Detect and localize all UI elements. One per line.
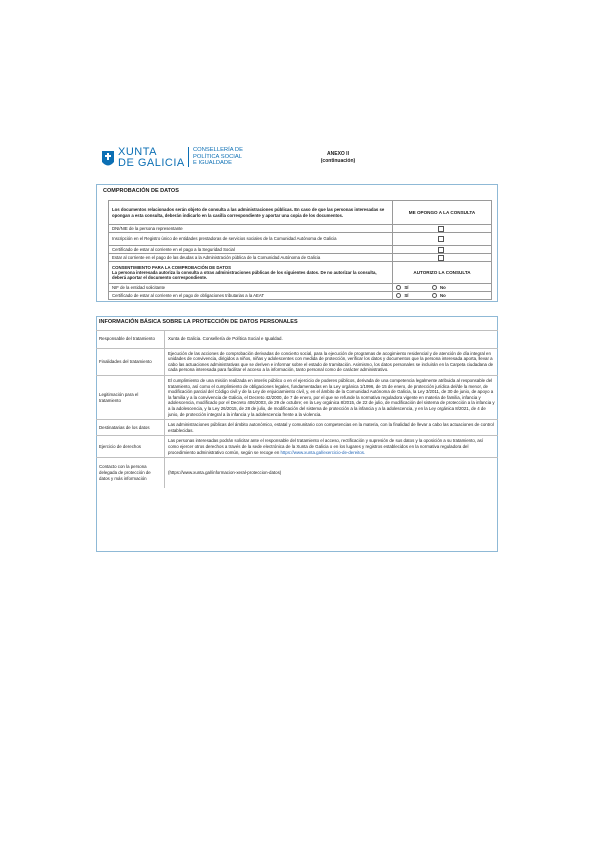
consent-title: CONSENTIMIENTO PARA LA COMPROBACIÓN DE DATOS <box>112 264 231 270</box>
section-title: COMPROBACIÓN DE DATOS <box>103 188 179 194</box>
row-text: Las personas interesadas podrán solicitar ante el responsable del tratamiento el acceso, rectificación y supresión de sus datos y la oposición a su tratamiento, así como ejercer otros derechos a través de la sede electrónica de la Xunta de Galicia o en los lugares y registros establecidos en la normativa reguladora del procedimiento administrativo común, según se recoge en https://www.xunta.gal/exercicio-de-dereitos. <box>165 436 499 458</box>
row-label: Legitimación para el tratamiento <box>96 375 165 419</box>
verification-table <box>108 200 492 300</box>
row-label: Destinatarias de los datos <box>96 420 165 436</box>
row-text: El cumplimiento de una misión realizada en interés público o en el ejercicio de poderes públicos, derivada de una competencia legalmente atribuida al responsable del tratamiento, así como el cumplimiento de obligaciones legales, fundamentadas en la Ley orgánica 1/1996, de 15 de enero, de protección jurídica del/de la menor, de modificación parcial del Código civil y de la Ley de enjuiciamiento civil, y, en el ámbito de la Comunidad Autónoma de Galicia, la Ley 3/2011, de 30 de junio, de apoyo a la familia y a la convivencia de Galicia, el Decreto 42/2000, de 7 de enero, por el que se refunde la normativa reguladora vigente en materia de familia, infancia y adolescencia, modificado por el Decreto 406/2003, de 29 de octubre; en la Ley orgánica 8/2015, de 22 de julio, de modificación del sistema de protección a la infancia y a la adolescencia, y la Ley 26/2015, de 28 de julio, de modificación del sistema de protección a la infancia y a la adolescencia, y en la Ley orgánica 8/2021, de 4 de junio, de protección integral a la infancia y la adolescencia frente a la violencia. <box>165 375 499 419</box>
annex-title: ANEXO II (continuación) <box>320 151 356 164</box>
no-radio[interactable] <box>432 285 437 290</box>
row-label: Contacto con la persona delegada de protección de datos y más información <box>96 458 165 488</box>
oppose-checkbox[interactable] <box>438 255 444 261</box>
consent-text: La persona interesada autoriza la consulta a otras administraciones públicas de los siguientes datos. De no autorizar la consulta, deberá aportar el documento correspondiente. <box>112 269 377 281</box>
row-text: Ejecución de las acciones de comprobación derivadas de concierto social, para la ejecución de programas de acogimiento residencial y de atención de día integral en unidades de convivencia, dirigidos a niños, niñas y adolescentes con medida de protección, verificar los datos y documentos que la persona interesada aporta, llevar a cabo las actuaciones administrativas que se deriven e informar sobre el estado de tramitación. Asimismo, los datos personales se incluirán en la Carpeta ciudadana de cada persona interesada para facilitar el acceso a la información, tanto personal como de carácter administrativo. <box>165 348 499 375</box>
oppose-checkbox[interactable] <box>438 247 444 253</box>
document-header <box>100 146 500 176</box>
consent-block <box>109 262 393 284</box>
consent-item: NIF de la entidad solicitante <box>109 284 393 292</box>
oppose-checkbox[interactable] <box>438 226 444 232</box>
logo-department: CONSELLERÍA DE POLÍTICA SOCIAL E IGUALDADE <box>188 147 243 167</box>
verification-item: DNI/NIE de la persona representante <box>109 225 393 233</box>
data-protection-title: INFORMACIÓN BÁSICA SOBRE LA PROTECCIÓN DE DATOS PERSONALES <box>96 316 498 330</box>
row-label: Responsable del tratamiento <box>96 330 165 348</box>
verification-item: Inscripción en el Registro único de entidades prestadoras de servicios sociales de la Comunidad Autónoma de Galicia <box>109 233 393 246</box>
no-label: No <box>440 292 446 298</box>
verification-intro: Los documentos relacionados serán objeto de consulta a las administraciones públicas. En caso de que las personas interesadas se opongan a esta consulta, deberán indicarlo en la casilla correspondiente y aportar una copia de los documentos. <box>109 201 393 225</box>
row-text: Las administraciones públicas del ámbito autonómico, estatal y comunitario con competencias en la materia, con la finalidad de llevar a cabo las actuaciones de control establecidas. <box>165 420 499 436</box>
rights-link[interactable]: https://www.xunta.gal/exercicio-de-dereitos. <box>280 449 366 455</box>
yes-radio[interactable] <box>396 293 401 298</box>
row-text: Xunta de Galicia. Consellería de Política Social e Igualdad. <box>165 330 499 348</box>
consent-item: Certificado de estar al corriente en el pago de obligaciones tributarias a la AEAT <box>109 292 393 300</box>
contact-link[interactable]: (https://www.xunta.gal/informacion-xeral-proteccion-datos) <box>168 470 282 476</box>
no-label: No <box>440 284 446 290</box>
logo-wordmark: XUNTA DE GALICIA <box>118 146 185 169</box>
oppose-header: ME OPONGO A LA CONSULTA <box>393 201 492 225</box>
yes-label: SÍ <box>404 292 409 298</box>
yes-radio[interactable] <box>396 285 401 290</box>
row-label: Ejercicio de derechos <box>96 436 165 458</box>
yes-label: SÍ <box>404 284 409 290</box>
xunta-logo <box>100 146 250 176</box>
verification-item: Estar al corriente en el pago de las deudas a la Administración pública de la Comunidad Autónoma de Galicia <box>109 254 393 262</box>
authorize-header: AUTORIZO LA CONSULTA <box>393 262 492 284</box>
data-protection-table <box>96 316 498 488</box>
verification-item: Certificado de estar al corriente en el pago a la Seguridad Social <box>109 246 393 254</box>
oppose-checkbox[interactable] <box>438 236 444 242</box>
row-label: Finalidades del tratamiento <box>96 348 165 375</box>
xunta-emblem-icon <box>100 149 116 171</box>
no-radio[interactable] <box>432 293 437 298</box>
